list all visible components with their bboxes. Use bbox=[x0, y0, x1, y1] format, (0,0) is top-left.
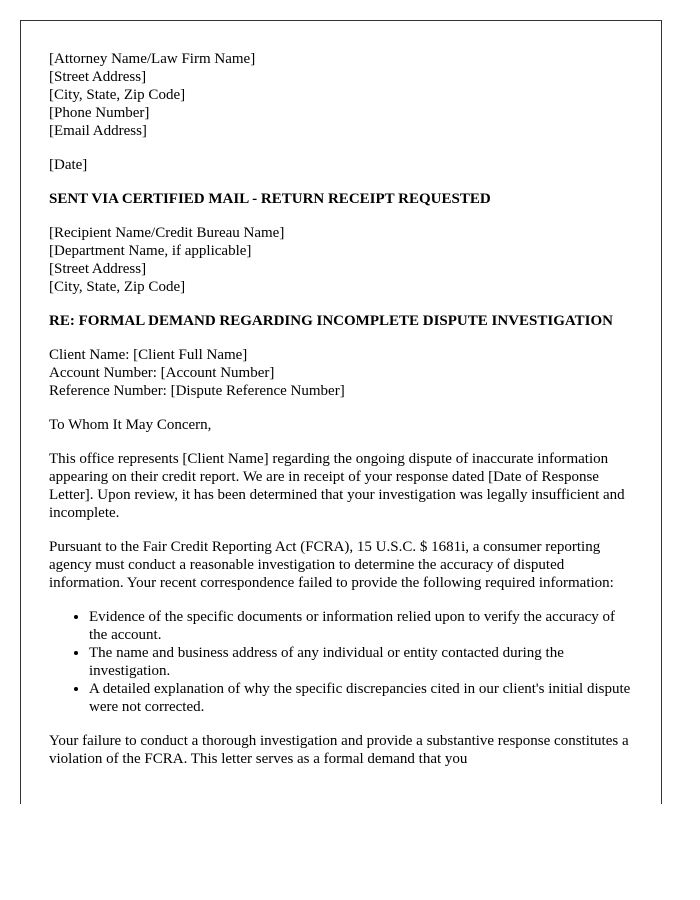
sender-line: [Street Address] bbox=[49, 69, 147, 85]
recipient-line: [Department Name, if applicable] bbox=[49, 243, 252, 259]
body-paragraph: This office represents [Client Name] regarding the ongoing dispute of inaccurate information appearing on their credit report. We are in receipt of your response dated [Date of Response Letter]. Upon review, it has been determined that your investigation was legally insufficient and incomplete. bbox=[49, 451, 625, 521]
sender-line: [Phone Number] bbox=[49, 105, 150, 121]
recipient-address bbox=[49, 224, 633, 296]
recipient-line: [City, State, Zip Code] bbox=[49, 279, 186, 295]
reference-info bbox=[49, 346, 633, 400]
missing-info-list bbox=[49, 608, 633, 716]
sender-address bbox=[49, 50, 633, 140]
recipient-line: [Recipient Name/Credit Bureau Name] bbox=[49, 225, 285, 241]
salutation: To Whom It May Concern, bbox=[49, 417, 212, 433]
body-paragraph: Your failure to conduct a thorough investigation and provide a substantive response constitutes a violation of the FCRA. This letter serves as a formal demand that you bbox=[49, 733, 629, 767]
subject-line: RE: FORMAL DEMAND REGARDING INCOMPLETE DISPUTE INVESTIGATION bbox=[49, 313, 613, 329]
letter-date: [Date] bbox=[49, 157, 88, 173]
letter-page bbox=[20, 20, 662, 804]
reference-line: Client Name: [Client Full Name] bbox=[49, 347, 248, 363]
sender-line: [Attorney Name/Law Firm Name] bbox=[49, 51, 256, 67]
body-paragraph: Pursuant to the Fair Credit Reporting Act (FCRA), 15 U.S.C. $ 1681i, a consumer reporting agency must conduct a reasonable investigation to determine the accuracy of disputed information. Your recent correspondence failed to provide the following required information: bbox=[49, 539, 614, 591]
delivery-notice: SENT VIA CERTIFIED MAIL - RETURN RECEIPT REQUESTED bbox=[49, 191, 491, 207]
list-item: • A detailed explanation of why the specific discrepancies cited in our client's initial dispute were not corrected. bbox=[89, 680, 633, 716]
sender-line: [City, State, Zip Code] bbox=[49, 87, 186, 103]
list-item: • Evidence of the specific documents or information relied upon to verify the accuracy of the account. bbox=[89, 608, 633, 644]
recipient-line: [Street Address] bbox=[49, 261, 147, 277]
reference-line: Account Number: [Account Number] bbox=[49, 365, 275, 381]
reference-line: Reference Number: [Dispute Reference Number] bbox=[49, 383, 345, 399]
sender-line: [Email Address] bbox=[49, 123, 147, 139]
list-item: • The name and business address of any individual or entity contacted during the investigation. bbox=[89, 644, 633, 680]
